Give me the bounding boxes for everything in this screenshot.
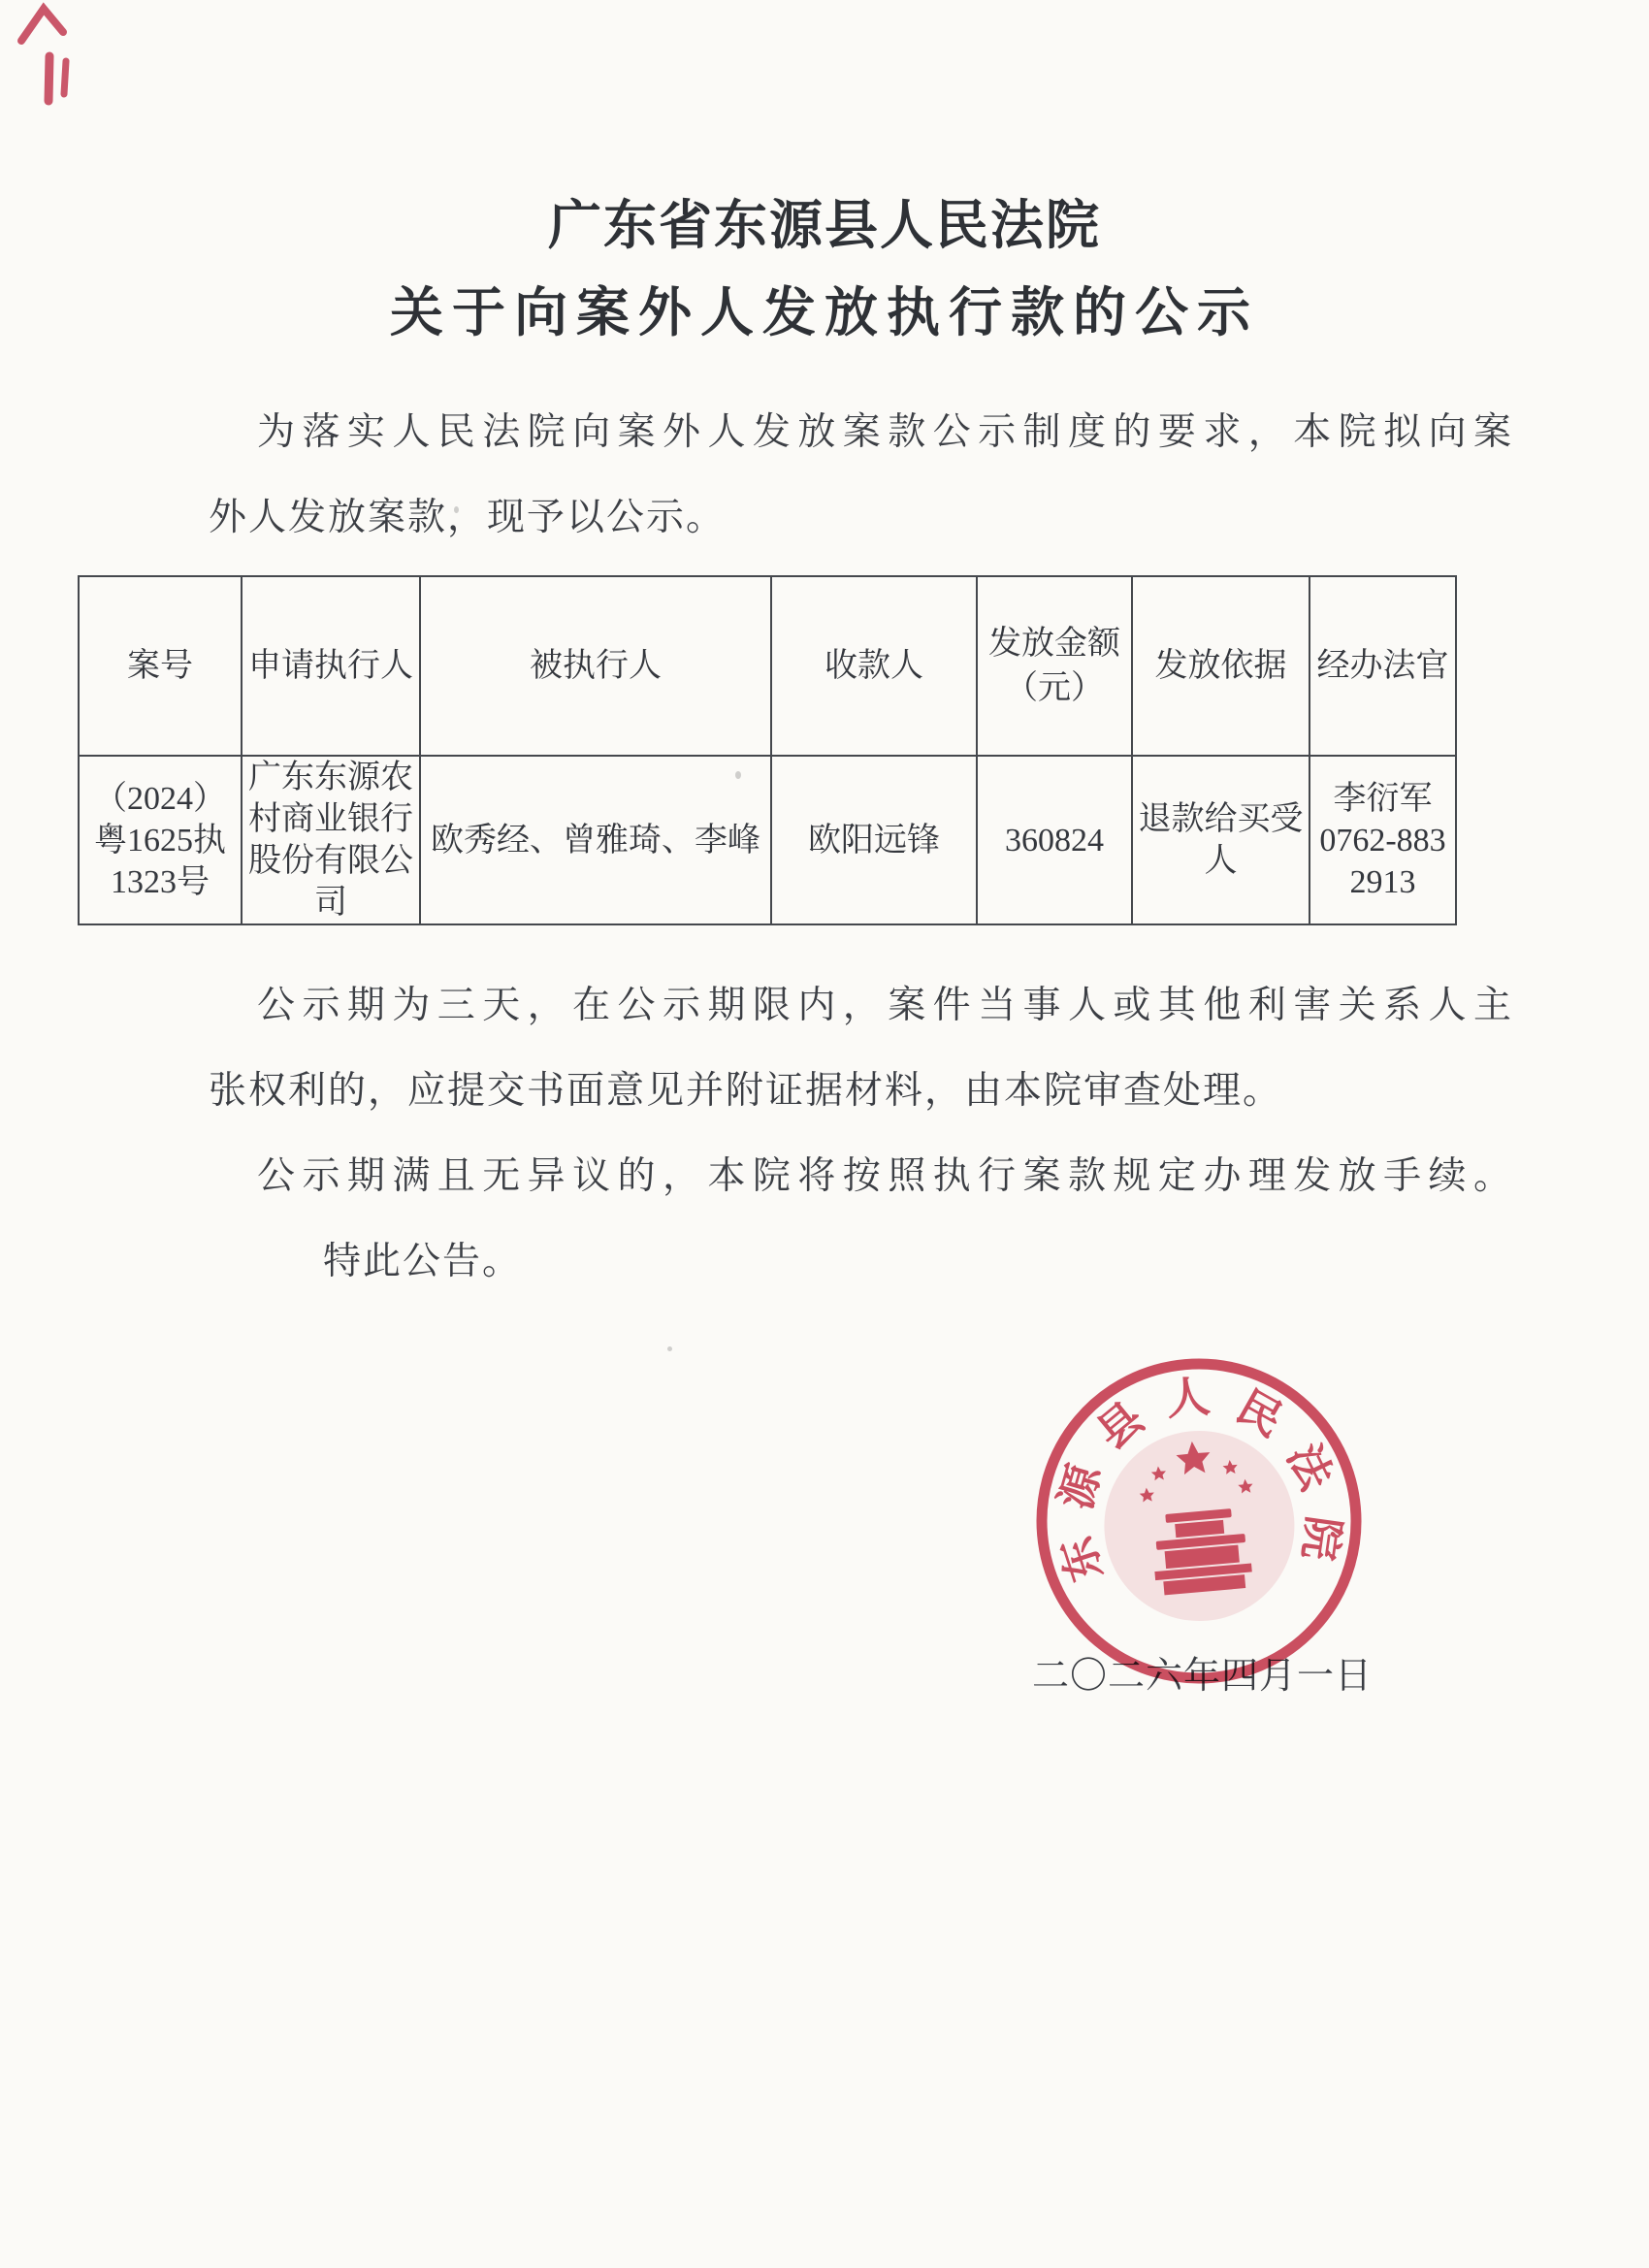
header-cell-basis: 发放依据 — [1132, 576, 1310, 756]
cell-judge — [1310, 756, 1456, 924]
header-cell-respondent: 被执行人 — [420, 576, 771, 756]
intro-line: 外人发放案款，现予以公示。 — [209, 497, 727, 538]
table-row — [79, 756, 1456, 924]
header-cell-applicant: 申请执行人 — [242, 576, 420, 756]
table-header-row — [79, 576, 1456, 756]
page-title-notice-subject: 关于向案外人发放执行款的公示 — [389, 283, 1259, 342]
issue-date: 二〇二六年四月一日 — [1032, 1656, 1374, 1697]
cell-payee: 欧阳远锋 — [771, 756, 977, 924]
cell-basis: 退款给买受人 — [1132, 756, 1310, 924]
cell-applicant: 广东东源农村商业银行股份有限公司 — [242, 756, 420, 924]
official-court-seal — [1024, 1346, 1374, 1696]
cell-case-number: （2024）粤1625执1323号 — [79, 756, 242, 924]
cell-respondent: 欧秀经、曾雅琦、李峰 — [420, 756, 771, 924]
closing-line: 张权利的，应提交书面意见并附证据材料，由本院审查处理。 — [209, 1070, 1283, 1112]
judge-name: 李衍军 — [1333, 780, 1433, 817]
seal-national-emblem — [1096, 1423, 1302, 1629]
seal-char: 县 — [1087, 1393, 1153, 1459]
intro-paragraph — [209, 390, 1513, 561]
closing-line: 公示期为三天，在公示期限内，案件当事人或其他利害关系人主 — [257, 985, 1513, 1026]
seal-char: 院 — [1293, 1512, 1348, 1564]
closing-line: 特此公告。 — [323, 1241, 523, 1282]
closing-paragraph-objection-period — [209, 963, 1513, 1134]
closing-line: 公示期满且无异议的，本院将按照执行案款规定办理发放手续。 — [257, 1155, 1513, 1197]
intro-line: 为落实人民法院向案外人发放案款公示制度的要求，本院拟向案 — [257, 411, 1513, 453]
seal-char: 人 — [1164, 1372, 1212, 1425]
seal-char: 法 — [1277, 1437, 1342, 1498]
fund-distribution-table — [78, 575, 1457, 925]
seal-char: 东 — [1051, 1531, 1112, 1588]
scan-speck — [667, 1346, 672, 1351]
page-title-court-name: 广东省东源县人民法院 — [547, 196, 1101, 255]
red-corner-marks — [10, 0, 97, 114]
closing-paragraph-no-objection — [209, 1134, 1513, 1219]
header-cell-amount: 发放金额（元） — [977, 576, 1132, 756]
header-cell-payee: 收款人 — [771, 576, 977, 756]
seal-char: 民 — [1228, 1381, 1291, 1446]
judge-phone: 0762-8832913 — [1319, 822, 1446, 900]
header-cell-case-number: 案号 — [79, 576, 242, 756]
header-cell-judge: 经办法官 — [1310, 576, 1456, 756]
closing-paragraph-announcement — [209, 1219, 1513, 1305]
cell-amount: 360824 — [977, 756, 1132, 924]
seal-char: 源 — [1051, 1459, 1111, 1515]
